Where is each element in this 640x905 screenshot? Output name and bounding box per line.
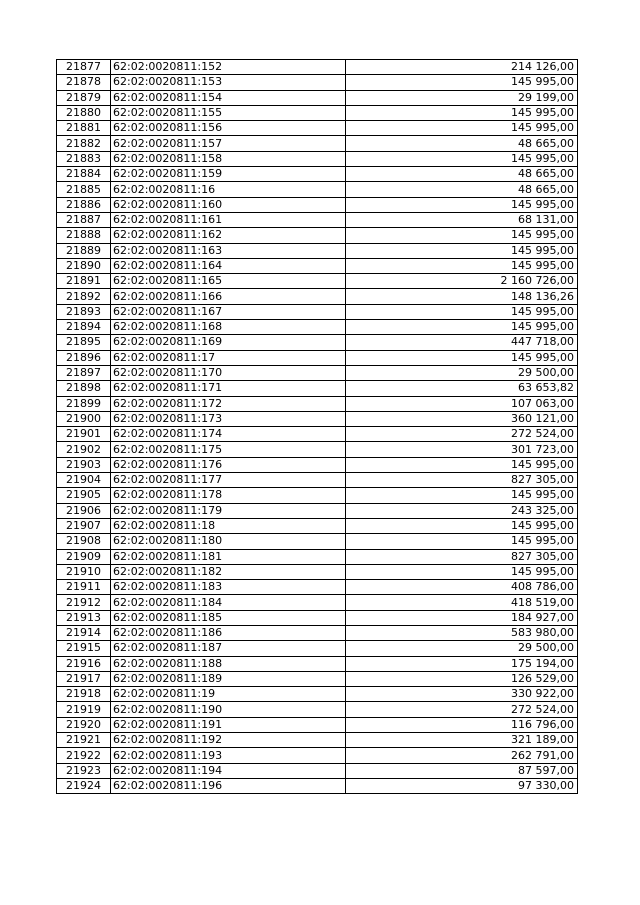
cadastral-value-cell: 107 063,00 [346,396,578,411]
cadastral-value-cell: 184 927,00 [346,610,578,625]
cadastral-number-cell: 62:02:0020811:153 [111,75,346,90]
row-number-cell: 21911 [57,580,111,595]
cadastral-number-cell: 62:02:0020811:158 [111,151,346,166]
cadastral-value-cell: 145 995,00 [346,534,578,549]
table-row [57,212,578,227]
table-row [57,381,578,396]
row-number-cell: 21923 [57,763,111,778]
table-row [57,473,578,488]
cadastral-value-cell: 145 995,00 [346,304,578,319]
table-row [57,580,578,595]
cadastral-number-cell: 62:02:0020811:180 [111,534,346,549]
table-row [57,243,578,258]
row-number-cell: 21904 [57,473,111,488]
cadastral-number-cell: 62:02:0020811:184 [111,595,346,610]
cadastral-number-cell: 62:02:0020811:156 [111,121,346,136]
table-row [57,151,578,166]
cadastral-value-cell: 87 597,00 [346,763,578,778]
cadastral-number-cell: 62:02:0020811:152 [111,60,346,75]
cadastral-number-cell: 62:02:0020811:19 [111,687,346,702]
row-number-cell: 21897 [57,365,111,380]
cadastral-value-cell: 145 995,00 [346,105,578,120]
cadastral-value-cell: 827 305,00 [346,473,578,488]
row-number-cell: 21914 [57,625,111,640]
table-row [57,350,578,365]
cadastral-number-cell: 62:02:0020811:170 [111,365,346,380]
table-row [57,136,578,151]
row-number-cell: 21893 [57,304,111,319]
cadastral-value-cell: 48 665,00 [346,167,578,182]
cadastral-number-cell: 62:02:0020811:191 [111,717,346,732]
cadastral-value-cell: 145 995,00 [346,151,578,166]
cadastral-number-cell: 62:02:0020811:174 [111,427,346,442]
table-row [57,656,578,671]
cadastral-number-cell: 62:02:0020811:176 [111,457,346,472]
table-row [57,457,578,472]
cadastral-value-cell: 48 665,00 [346,182,578,197]
cadastral-value-cell: 145 995,00 [346,75,578,90]
table-row [57,488,578,503]
row-number-cell: 21913 [57,610,111,625]
cadastral-value-cell: 145 995,00 [346,228,578,243]
table-row [57,105,578,120]
cadastral-value-cell: 68 131,00 [346,212,578,227]
table-body [57,60,578,794]
cadastral-value-cell: 145 995,00 [346,243,578,258]
cadastral-value-cell: 63 653,82 [346,381,578,396]
row-number-cell: 21892 [57,289,111,304]
row-number-cell: 21902 [57,442,111,457]
row-number-cell: 21909 [57,549,111,564]
row-number-cell: 21877 [57,60,111,75]
table-row [57,534,578,549]
cadastral-number-cell: 62:02:0020811:196 [111,778,346,793]
cadastral-value-cell: 272 524,00 [346,427,578,442]
table-row [57,778,578,793]
cadastral-number-cell: 62:02:0020811:163 [111,243,346,258]
row-number-cell: 21896 [57,350,111,365]
cadastral-value-cell: 175 194,00 [346,656,578,671]
cadastral-number-cell: 62:02:0020811:179 [111,503,346,518]
cadastral-number-cell: 62:02:0020811:182 [111,564,346,579]
table-row [57,167,578,182]
cadastral-number-cell: 62:02:0020811:167 [111,304,346,319]
table-row [57,427,578,442]
table-row [57,625,578,640]
table-row [57,335,578,350]
table-row [57,121,578,136]
cadastral-value-cell: 262 791,00 [346,748,578,763]
cadastral-number-cell: 62:02:0020811:160 [111,197,346,212]
table-row [57,733,578,748]
cadastral-value-cell: 214 126,00 [346,60,578,75]
cadastral-number-cell: 62:02:0020811:194 [111,763,346,778]
table-row [57,411,578,426]
cadastral-value-cell: 583 980,00 [346,625,578,640]
cadastral-value-table [56,59,578,794]
cadastral-value-cell: 145 995,00 [346,320,578,335]
row-number-cell: 21887 [57,212,111,227]
cadastral-value-cell: 321 189,00 [346,733,578,748]
cadastral-number-cell: 62:02:0020811:189 [111,671,346,686]
row-number-cell: 21881 [57,121,111,136]
cadastral-number-cell: 62:02:0020811:171 [111,381,346,396]
cadastral-value-cell: 145 995,00 [346,258,578,273]
cadastral-number-cell: 62:02:0020811:172 [111,396,346,411]
cadastral-number-cell: 62:02:0020811:165 [111,274,346,289]
cadastral-number-cell: 62:02:0020811:17 [111,350,346,365]
cadastral-number-cell: 62:02:0020811:169 [111,335,346,350]
table-row [57,564,578,579]
row-number-cell: 21903 [57,457,111,472]
cadastral-number-cell: 62:02:0020811:190 [111,702,346,717]
table-row [57,274,578,289]
table-row [57,748,578,763]
row-number-cell: 21879 [57,90,111,105]
cadastral-number-cell: 62:02:0020811:178 [111,488,346,503]
cadastral-value-cell: 29 199,00 [346,90,578,105]
cadastral-number-cell: 62:02:0020811:166 [111,289,346,304]
table-row [57,60,578,75]
row-number-cell: 21888 [57,228,111,243]
cadastral-number-cell: 62:02:0020811:155 [111,105,346,120]
table-row [57,320,578,335]
row-number-cell: 21894 [57,320,111,335]
table-row [57,702,578,717]
table-row [57,258,578,273]
row-number-cell: 21922 [57,748,111,763]
cadastral-number-cell: 62:02:0020811:168 [111,320,346,335]
row-number-cell: 21915 [57,641,111,656]
table-row [57,549,578,564]
table-row [57,641,578,656]
row-number-cell: 21919 [57,702,111,717]
cadastral-value-cell: 145 995,00 [346,197,578,212]
cadastral-value-cell: 330 922,00 [346,687,578,702]
table-row [57,687,578,702]
cadastral-number-cell: 62:02:0020811:18 [111,518,346,533]
cadastral-number-cell: 62:02:0020811:173 [111,411,346,426]
cadastral-value-cell: 145 995,00 [346,518,578,533]
table-row [57,671,578,686]
table-row [57,442,578,457]
cadastral-number-cell: 62:02:0020811:183 [111,580,346,595]
row-number-cell: 21918 [57,687,111,702]
table-row [57,75,578,90]
cadastral-value-cell: 145 995,00 [346,457,578,472]
row-number-cell: 21901 [57,427,111,442]
row-number-cell: 21910 [57,564,111,579]
cadastral-number-cell: 62:02:0020811:161 [111,212,346,227]
table-row [57,610,578,625]
cadastral-value-cell: 116 796,00 [346,717,578,732]
cadastral-number-cell: 62:02:0020811:159 [111,167,346,182]
cadastral-value-cell: 408 786,00 [346,580,578,595]
table-row [57,90,578,105]
row-number-cell: 21906 [57,503,111,518]
cadastral-value-cell: 360 121,00 [346,411,578,426]
cadastral-number-cell: 62:02:0020811:16 [111,182,346,197]
table-row [57,518,578,533]
row-number-cell: 21878 [57,75,111,90]
cadastral-value-cell: 48 665,00 [346,136,578,151]
cadastral-value-cell: 447 718,00 [346,335,578,350]
row-number-cell: 21885 [57,182,111,197]
table-row [57,595,578,610]
cadastral-number-cell: 62:02:0020811:181 [111,549,346,564]
cadastral-value-cell: 272 524,00 [346,702,578,717]
row-number-cell: 21912 [57,595,111,610]
table-row [57,365,578,380]
cadastral-value-cell: 126 529,00 [346,671,578,686]
row-number-cell: 21898 [57,381,111,396]
row-number-cell: 21900 [57,411,111,426]
cadastral-value-cell: 145 995,00 [346,121,578,136]
cadastral-number-cell: 62:02:0020811:185 [111,610,346,625]
cadastral-number-cell: 62:02:0020811:164 [111,258,346,273]
cadastral-number-cell: 62:02:0020811:188 [111,656,346,671]
table-row [57,503,578,518]
row-number-cell: 21905 [57,488,111,503]
row-number-cell: 21884 [57,167,111,182]
cadastral-value-cell: 29 500,00 [346,365,578,380]
table-row [57,289,578,304]
table-row [57,304,578,319]
table-row [57,182,578,197]
cadastral-value-cell: 2 160 726,00 [346,274,578,289]
cadastral-value-cell: 827 305,00 [346,549,578,564]
row-number-cell: 21924 [57,778,111,793]
row-number-cell: 21883 [57,151,111,166]
table-row [57,717,578,732]
row-number-cell: 21899 [57,396,111,411]
row-number-cell: 21886 [57,197,111,212]
row-number-cell: 21880 [57,105,111,120]
cadastral-number-cell: 62:02:0020811:187 [111,641,346,656]
cadastral-number-cell: 62:02:0020811:193 [111,748,346,763]
cadastral-value-cell: 418 519,00 [346,595,578,610]
table-row [57,197,578,212]
table-row [57,396,578,411]
row-number-cell: 21889 [57,243,111,258]
row-number-cell: 21921 [57,733,111,748]
row-number-cell: 21890 [57,258,111,273]
row-number-cell: 21916 [57,656,111,671]
row-number-cell: 21917 [57,671,111,686]
table-row [57,763,578,778]
cadastral-number-cell: 62:02:0020811:154 [111,90,346,105]
row-number-cell: 21920 [57,717,111,732]
cadastral-number-cell: 62:02:0020811:186 [111,625,346,640]
row-number-cell: 21882 [57,136,111,151]
cadastral-value-cell: 97 330,00 [346,778,578,793]
cadastral-value-cell: 148 136,26 [346,289,578,304]
cadastral-number-cell: 62:02:0020811:157 [111,136,346,151]
cadastral-value-cell: 145 995,00 [346,350,578,365]
cadastral-value-cell: 243 325,00 [346,503,578,518]
cadastral-value-cell: 145 995,00 [346,564,578,579]
cadastral-number-cell: 62:02:0020811:162 [111,228,346,243]
cadastral-value-cell: 29 500,00 [346,641,578,656]
cadastral-value-cell: 145 995,00 [346,488,578,503]
cadastral-value-cell: 301 723,00 [346,442,578,457]
table-row [57,228,578,243]
cadastral-number-cell: 62:02:0020811:175 [111,442,346,457]
row-number-cell: 21908 [57,534,111,549]
cadastral-number-cell: 62:02:0020811:192 [111,733,346,748]
row-number-cell: 21891 [57,274,111,289]
cadastral-number-cell: 62:02:0020811:177 [111,473,346,488]
row-number-cell: 21907 [57,518,111,533]
row-number-cell: 21895 [57,335,111,350]
